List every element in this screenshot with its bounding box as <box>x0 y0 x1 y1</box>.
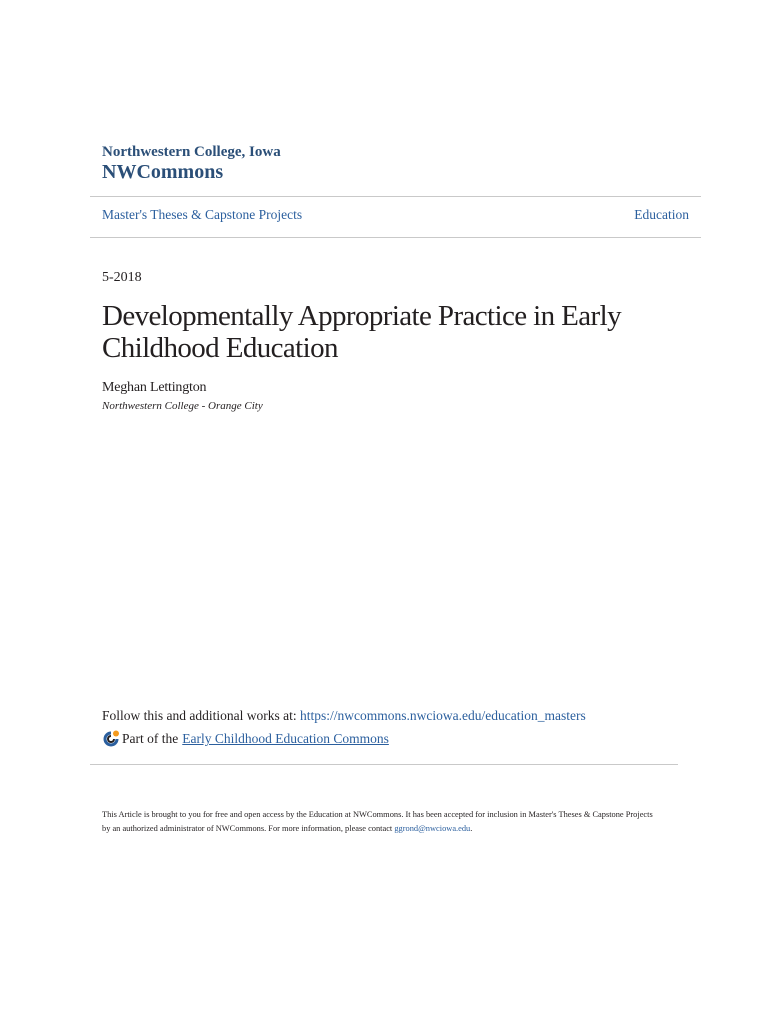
author-affiliation: Northwestern College - Orange City <box>102 400 263 412</box>
footer-notice <box>102 808 662 836</box>
network-commons-icon <box>102 730 120 748</box>
follow-line <box>102 708 586 724</box>
divider-bottom <box>90 764 678 765</box>
follow-url-link[interactable]: https://nwcommons.nwciowa.edu/education_masters <box>300 708 586 723</box>
part-of-label: Part of the <box>122 731 179 746</box>
repository-name: NWCommons <box>102 161 224 183</box>
follow-label: Follow this and additional works at: <box>102 708 297 723</box>
institution-name: Northwestern College, Iowa <box>102 144 281 160</box>
author-name: Meghan Lettington <box>102 380 207 395</box>
department-link[interactable]: Education <box>634 207 689 222</box>
contact-email-link[interactable]: ggrond@nwciowa.edu <box>394 824 471 833</box>
divider-top <box>90 196 701 197</box>
divider-nav <box>90 237 701 238</box>
document-title: Developmentally Appropriate Practice in Early Childhood Education <box>102 300 621 364</box>
footer-text: This Article is brought to you for free and open access by the Education at NWCommons. It has been accepted for inclusion in Master's Theses & Capstone Projects by an authorized administrator of NWCommons. For more information, please contact <box>102 810 653 833</box>
part-of-line <box>102 730 389 748</box>
footer-end: . <box>470 824 473 833</box>
commons-discipline-link[interactable]: Early Childhood Education Commons <box>182 731 389 746</box>
series-link[interactable]: Master's Theses & Capstone Projects <box>102 207 303 222</box>
publication-date: 5-2018 <box>102 270 142 285</box>
